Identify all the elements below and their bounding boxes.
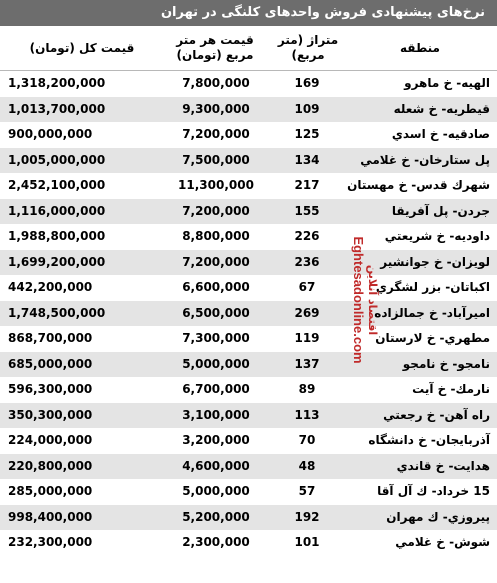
table-row [0, 250, 497, 275]
price-per-meter-cell: 9,300,000 [182, 101, 250, 116]
price-per-meter-cell: 3,100,000 [182, 407, 250, 422]
area-cell: 169 [294, 76, 320, 90]
table-row [0, 428, 497, 453]
region-cell: نامجو- خ نامجو [402, 356, 490, 371]
area-cell: 70 [298, 433, 316, 447]
table-row [0, 403, 497, 428]
table-row [0, 224, 497, 249]
table-row [0, 173, 497, 198]
header-region: منطقه [400, 40, 440, 55]
area-cell: 192 [294, 509, 320, 524]
total-price-cell: 1,005,000,000 [8, 152, 106, 167]
table-row [0, 199, 497, 224]
total-price-cell: 224,000,000 [8, 433, 93, 447]
price-per-meter-cell: 6,700,000 [182, 382, 250, 396]
total-price-cell: 1,318,200,000 [8, 76, 106, 90]
price-per-meter-cell: 5,000,000 [182, 356, 250, 371]
watermark-url: Eghtesadonline.com [351, 236, 366, 364]
area-cell: 48 [298, 458, 316, 473]
price-per-meter-cell: 4,600,000 [182, 458, 250, 473]
table-title: نرخ‌های پیشنهادی فروش واحدهای کلنگی در تهران [0, 0, 497, 26]
price-per-meter-cell: 7,500,000 [182, 152, 250, 167]
area-cell: 226 [294, 229, 320, 243]
price-per-meter-cell: 2,300,000 [182, 535, 250, 549]
area-cell: 269 [294, 305, 320, 320]
price-per-meter-cell: 11,300,000 [178, 178, 254, 192]
total-price-cell: 1,116,000,000 [8, 203, 106, 218]
region-cell: لويزان- خ جوانشير [380, 254, 490, 269]
table-row [0, 97, 497, 122]
table-row [0, 148, 497, 173]
region-cell: صادقيه- خ اسدي [391, 127, 490, 141]
total-price-cell: 998,400,000 [8, 509, 93, 524]
table-row [0, 301, 497, 326]
price-per-meter-cell: 5,200,000 [182, 509, 250, 524]
table-row [0, 479, 497, 504]
region-cell: اميرآباد- خ جمالزاده [374, 305, 490, 320]
region-cell: هدايت- خ قاندي [396, 458, 490, 473]
area-cell: 109 [294, 101, 320, 116]
price-per-meter-cell: 7,200,000 [182, 203, 250, 218]
total-price-cell: 900,000,000 [8, 127, 93, 141]
total-price-cell: 1,748,500,000 [8, 305, 106, 320]
table-row [0, 122, 497, 147]
region-cell: جردن- پل آفريقا [391, 203, 490, 218]
price-per-meter-cell: 7,800,000 [182, 76, 250, 90]
region-cell: شوش- خ غلامي [395, 535, 490, 549]
total-price-cell: 232,300,000 [8, 535, 93, 549]
region-cell: نارمك- خ آيت [412, 382, 490, 396]
area-cell: 125 [294, 127, 320, 141]
price-per-meter-cell: 8,800,000 [182, 229, 250, 243]
total-price-cell: 1,699,200,000 [8, 254, 106, 269]
header-total-price: قیمت کل (تومان) [29, 40, 135, 55]
area-cell: 137 [294, 356, 320, 371]
total-price-cell: 868,700,000 [8, 331, 93, 345]
area-cell: 67 [298, 280, 316, 294]
area-cell: 57 [298, 484, 316, 498]
table-row [0, 377, 497, 402]
region-cell: پل ستارخان- خ غلامي [360, 152, 490, 167]
total-price-cell: 596,300,000 [8, 382, 93, 396]
region-cell: داوديه- خ شريعتي [384, 229, 490, 243]
table-row [0, 71, 497, 96]
total-price-cell: 685,000,000 [8, 356, 93, 371]
total-price-cell: 350,300,000 [8, 407, 93, 422]
total-price-cell: 2,452,100,000 [8, 178, 106, 192]
region-cell: شهرك قدس- خ مهستان [347, 178, 490, 192]
region-cell: راه آهن- خ رجعتي [383, 407, 490, 422]
area-cell: 89 [298, 382, 316, 396]
price-per-meter-cell: 6,600,000 [182, 280, 250, 294]
total-price-cell: 220,800,000 [8, 458, 93, 473]
area-cell: 119 [294, 331, 320, 345]
header-price-per-meter: قیمت هر متر مربع (تومان) [176, 33, 254, 62]
table-row [0, 275, 497, 300]
price-per-meter-cell: 5,000,000 [182, 484, 250, 498]
region-cell: الهيه- خ ماهرو [404, 76, 490, 90]
price-per-meter-cell: 6,500,000 [182, 305, 250, 320]
region-cell: آذربايجان- خ دانشگاه [368, 433, 490, 447]
watermark-brand: اقتصاد آنلاین [366, 264, 379, 336]
region-cell: پيروزي- ك مهران [386, 509, 490, 524]
area-cell: 155 [294, 203, 320, 218]
price-per-meter-cell: 7,200,000 [182, 254, 250, 269]
region-cell: 15 خرداد- ك آل آقا [377, 484, 490, 498]
total-price-cell: 1,013,700,000 [8, 101, 106, 116]
area-cell: 217 [294, 178, 320, 192]
region-cell: قيطريه- خ شعله [393, 101, 490, 116]
total-price-cell: 285,000,000 [8, 484, 93, 498]
table-row [0, 352, 497, 377]
header-area: متراژ (متر مربع) [277, 33, 339, 62]
region-cell: مطهري- خ لارستان [375, 331, 490, 345]
table-row [0, 454, 497, 479]
table-row [0, 326, 497, 351]
area-cell: 101 [294, 535, 320, 549]
area-cell: 236 [294, 254, 320, 269]
table-header-row [0, 26, 497, 71]
price-per-meter-cell: 7,200,000 [182, 127, 250, 141]
area-cell: 134 [294, 152, 320, 167]
price-per-meter-cell: 3,200,000 [182, 433, 250, 447]
area-cell: 113 [294, 407, 320, 422]
watermark [342, 150, 379, 450]
total-price-cell: 1,988,800,000 [8, 229, 106, 243]
table-row [0, 505, 497, 530]
region-cell: اكباتان- بزر لشگري [375, 280, 490, 294]
price-per-meter-cell: 7,300,000 [182, 331, 250, 345]
table-row [0, 530, 497, 555]
total-price-cell: 442,200,000 [8, 280, 93, 294]
